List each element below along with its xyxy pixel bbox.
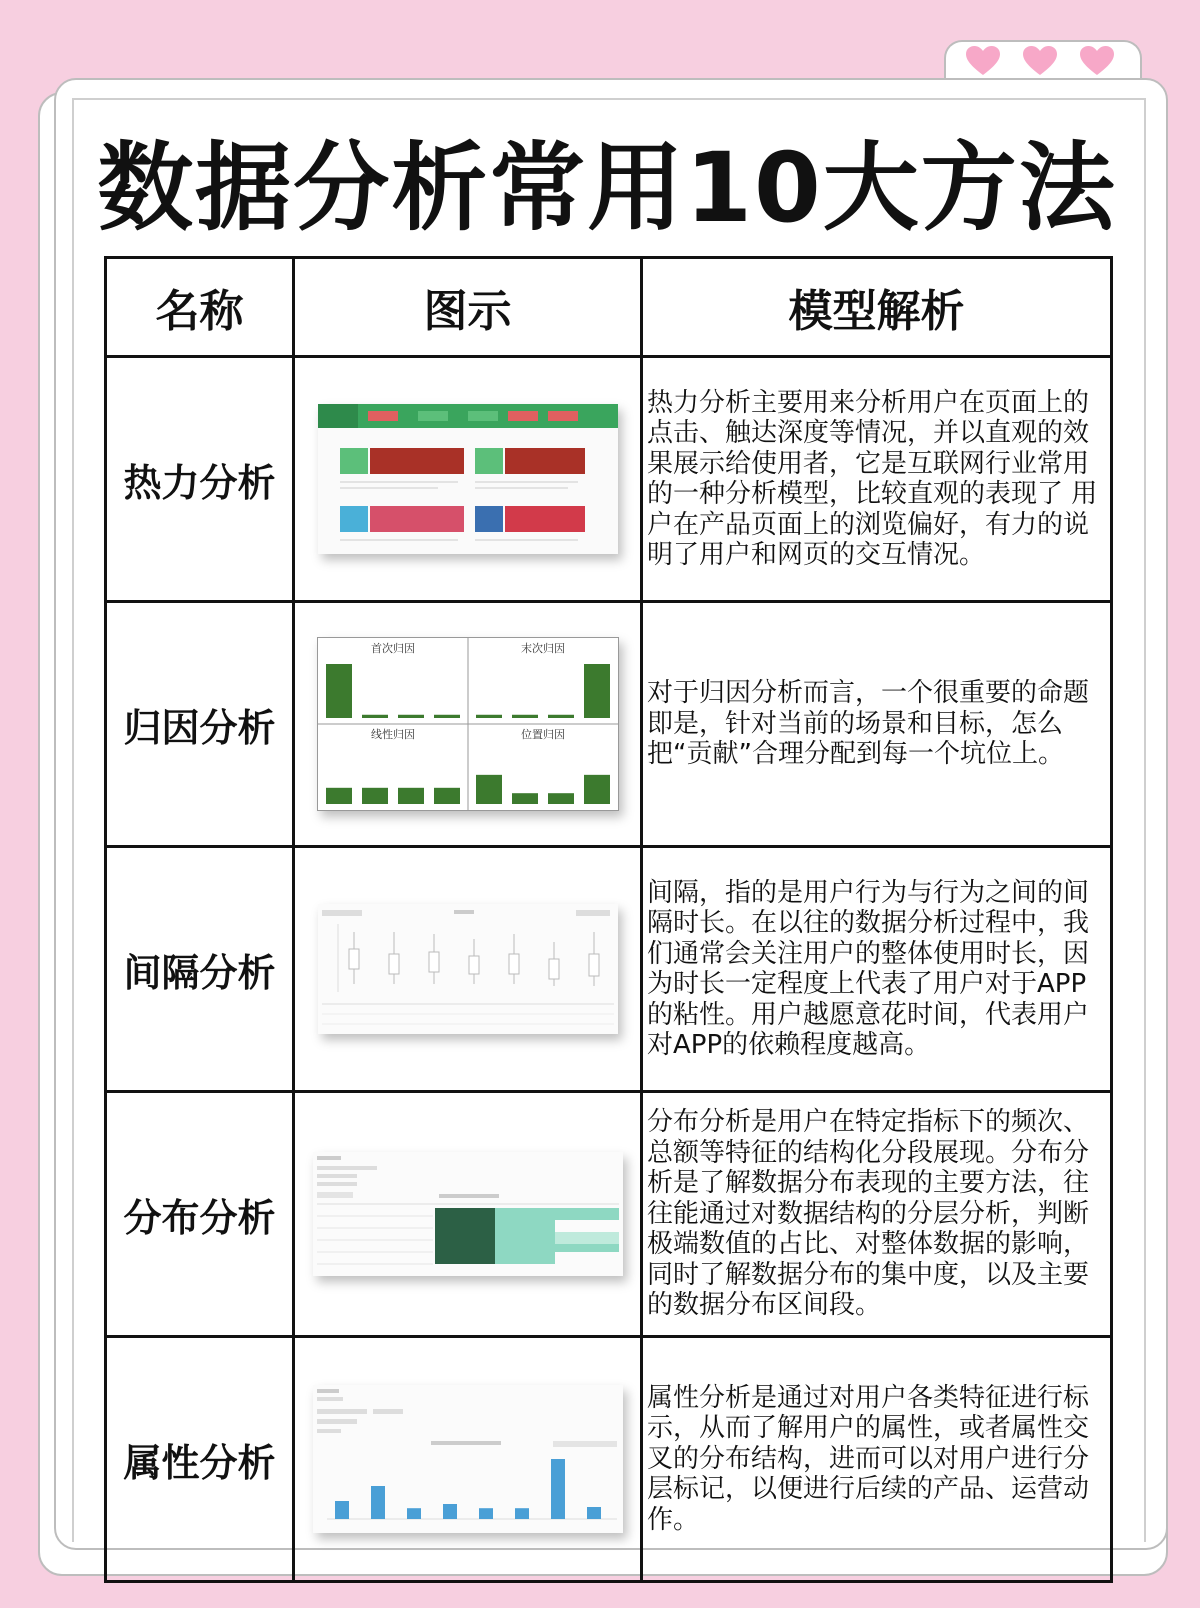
page-title: 数据分析常用10大方法 xyxy=(97,132,1117,244)
method-description: 热力分析主要用来分析用户在页面上的点击、触达深度等情况，并以直观的效果展示给使用者，它是互联网行业常用的一种分析模型，比较直观的表现了 用户在产品页面上的浏览偏好，有力的说明了用户和网页的交互情况。 xyxy=(642,357,1112,602)
table-row xyxy=(106,357,1112,602)
attribute-bar xyxy=(371,1486,385,1519)
attribute-bar xyxy=(407,1508,421,1519)
table-header-row xyxy=(106,258,1112,357)
method-figure xyxy=(294,357,642,602)
attribution-bar xyxy=(398,715,424,718)
header-name: 名称 xyxy=(106,258,294,357)
attribution-bar xyxy=(476,715,502,718)
method-description: 分布分析是用户在特定指标下的频次、总额等特征的结构化分段展现。分布分析是了解数据分布表现的主要方法，往往能通过对数据结构的分层分析，判断极端数值的占比、对整体数据的影响，同时了解数据分布的集中度，以及主要的数据分布区间段。 xyxy=(642,1092,1112,1337)
attribute-bar xyxy=(335,1501,349,1519)
attribution-bar xyxy=(512,793,538,804)
attribution-bar xyxy=(326,788,352,804)
attribution-bar xyxy=(548,715,574,718)
attribute-chart xyxy=(313,1385,623,1533)
method-figure xyxy=(294,602,642,847)
method-figure xyxy=(294,1092,642,1337)
method-name: 属性分析 xyxy=(106,1337,294,1582)
heart-icon xyxy=(966,46,1000,76)
table-row xyxy=(106,1092,1112,1337)
method-figure xyxy=(294,847,642,1092)
method-name: 归因分析 xyxy=(106,602,294,847)
attribution-bar xyxy=(584,775,610,804)
attribution-bar xyxy=(548,793,574,804)
heatmap-screenshot-icon xyxy=(318,404,618,554)
attribution-bar xyxy=(362,788,388,804)
method-description: 间隔，指的是用户行为与行为之间的间隔时长。在以往的数据分析过程中，我们通常会关注用户的整体使用时长，因为时长一定程度上代表了用户对于APP的粘性。用户越愿意花时间，代表用户对APP的依赖程度越高。 xyxy=(642,847,1112,1092)
header-description: 模型解析 xyxy=(642,258,1112,357)
panel-title: 位置归因 xyxy=(520,728,565,741)
method-name: 间隔分析 xyxy=(106,847,294,1092)
method-description: 属性分析是通过对用户各类特征进行标示，从而了解用户的属性，或者属性交叉的分布结构，进而可以对用户进行分层标记，以便进行后续的产品、运营动作。 xyxy=(642,1337,1112,1582)
method-description: 对于归因分析而言，一个很重要的命题即是，针对当前的场景和目标，怎么把“贡献”合理分配到每一个坑位上。 xyxy=(642,602,1112,847)
attribute-bar xyxy=(479,1508,493,1519)
heart-icon xyxy=(1080,46,1114,76)
method-name: 热力分析 xyxy=(106,357,294,602)
method-figure xyxy=(294,1337,642,1582)
attribution-bar xyxy=(584,664,610,718)
attribution-bar xyxy=(362,715,388,718)
panel-title: 线性归因 xyxy=(370,728,415,741)
table-row xyxy=(106,847,1112,1092)
table-row xyxy=(106,602,1112,847)
table-row xyxy=(106,1337,1112,1582)
attribute-bar xyxy=(443,1504,457,1519)
attribute-bar xyxy=(515,1508,529,1519)
heart-icon xyxy=(1023,46,1057,76)
attribute-bar xyxy=(551,1459,565,1519)
header-figure: 图示 xyxy=(294,258,642,357)
attribution-chart xyxy=(317,637,619,811)
distribution-table-icon xyxy=(313,1152,623,1276)
panel-title: 末次归因 xyxy=(520,642,565,655)
attribution-bar xyxy=(434,715,460,718)
panel-title: 首次归因 xyxy=(370,642,415,655)
boxplot-screenshot-icon xyxy=(318,904,618,1034)
attribution-bar xyxy=(476,775,502,804)
attribute-bar xyxy=(587,1507,601,1519)
attribution-bar xyxy=(512,715,538,718)
attribution-bar xyxy=(326,664,352,718)
attribution-bar xyxy=(398,788,424,804)
attribution-bar xyxy=(434,788,460,804)
method-name: 分布分析 xyxy=(106,1092,294,1337)
methods-table xyxy=(104,256,1113,1583)
